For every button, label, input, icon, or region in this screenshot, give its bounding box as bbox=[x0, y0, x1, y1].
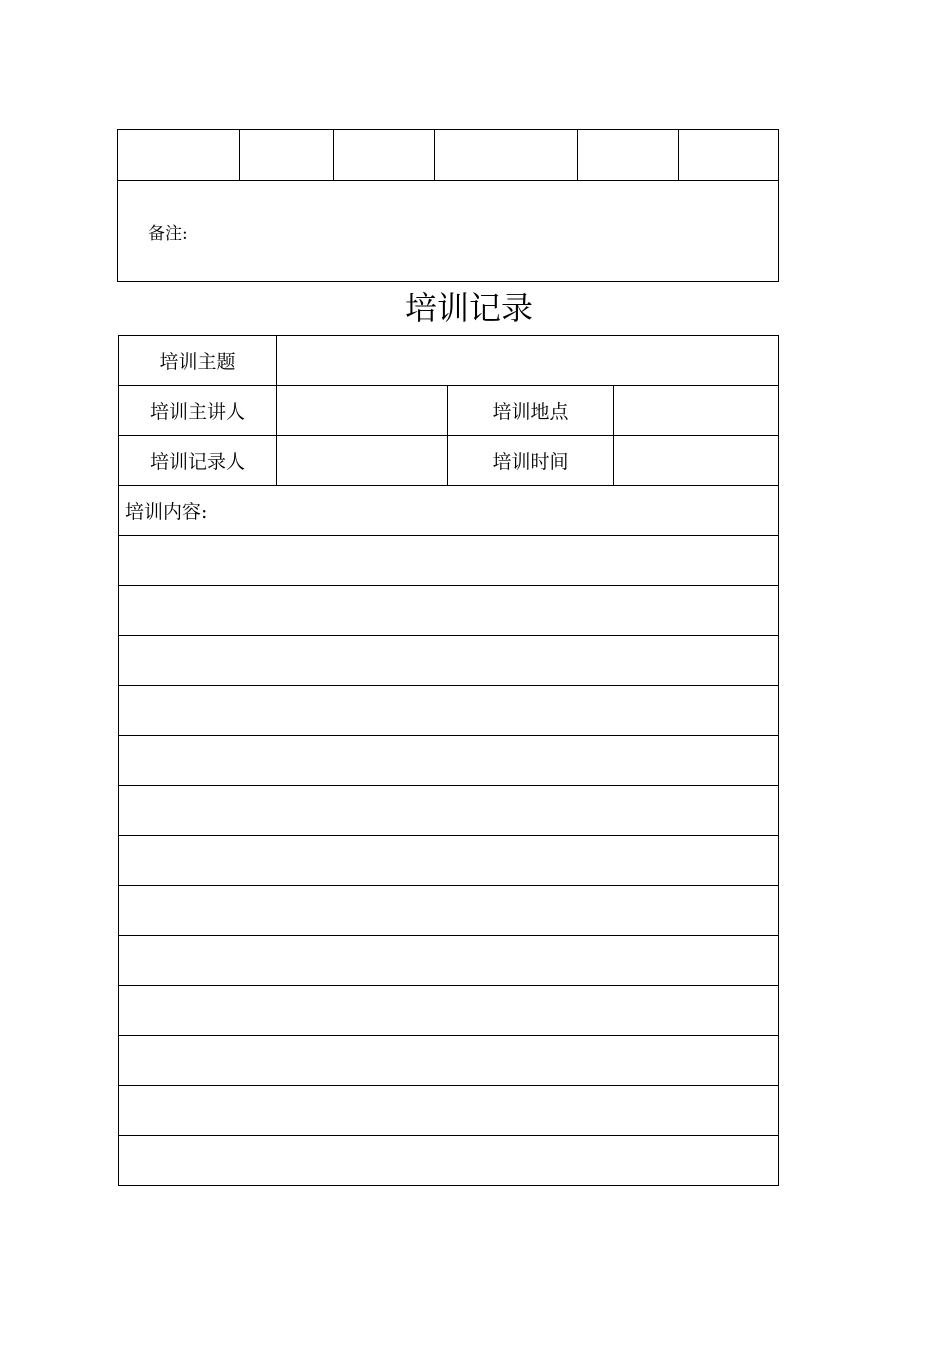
blank-cell[interactable] bbox=[578, 130, 679, 181]
content-line[interactable] bbox=[119, 1036, 779, 1086]
remarks-cell[interactable] bbox=[118, 181, 779, 282]
content-line[interactable] bbox=[119, 536, 779, 586]
subject-field[interactable] bbox=[277, 336, 779, 386]
blank-cell[interactable] bbox=[334, 130, 435, 181]
subject-label: 培训主题 bbox=[119, 336, 277, 386]
content-line[interactable] bbox=[119, 636, 779, 686]
content-line[interactable] bbox=[119, 1136, 779, 1186]
remarks-label: 备注: bbox=[148, 223, 188, 244]
time-label: 培训时间 bbox=[448, 436, 614, 486]
content-line[interactable] bbox=[119, 736, 779, 786]
content-line[interactable] bbox=[119, 836, 779, 886]
content-line[interactable] bbox=[119, 686, 779, 736]
content-line[interactable] bbox=[119, 586, 779, 636]
content-line[interactable] bbox=[119, 936, 779, 986]
content-line[interactable] bbox=[119, 886, 779, 936]
content-line[interactable] bbox=[119, 1086, 779, 1136]
content-label: 培训内容: bbox=[119, 486, 779, 536]
content-line[interactable] bbox=[119, 786, 779, 836]
page-title: 培训记录 bbox=[404, 289, 533, 327]
content-line[interactable] bbox=[119, 986, 779, 1036]
recorder-field[interactable] bbox=[277, 436, 448, 486]
remarks-table bbox=[117, 129, 779, 282]
blank-cell[interactable] bbox=[435, 130, 578, 181]
location-field[interactable] bbox=[614, 386, 779, 436]
speaker-label: 培训主讲人 bbox=[119, 386, 277, 436]
blank-cell[interactable] bbox=[679, 130, 779, 181]
training-record-table bbox=[118, 335, 779, 1186]
blank-cell[interactable] bbox=[118, 130, 240, 181]
recorder-label: 培训记录人 bbox=[119, 436, 277, 486]
time-field[interactable] bbox=[614, 436, 779, 486]
speaker-field[interactable] bbox=[277, 386, 448, 436]
location-label: 培训地点 bbox=[448, 386, 614, 436]
blank-cell[interactable] bbox=[240, 130, 334, 181]
